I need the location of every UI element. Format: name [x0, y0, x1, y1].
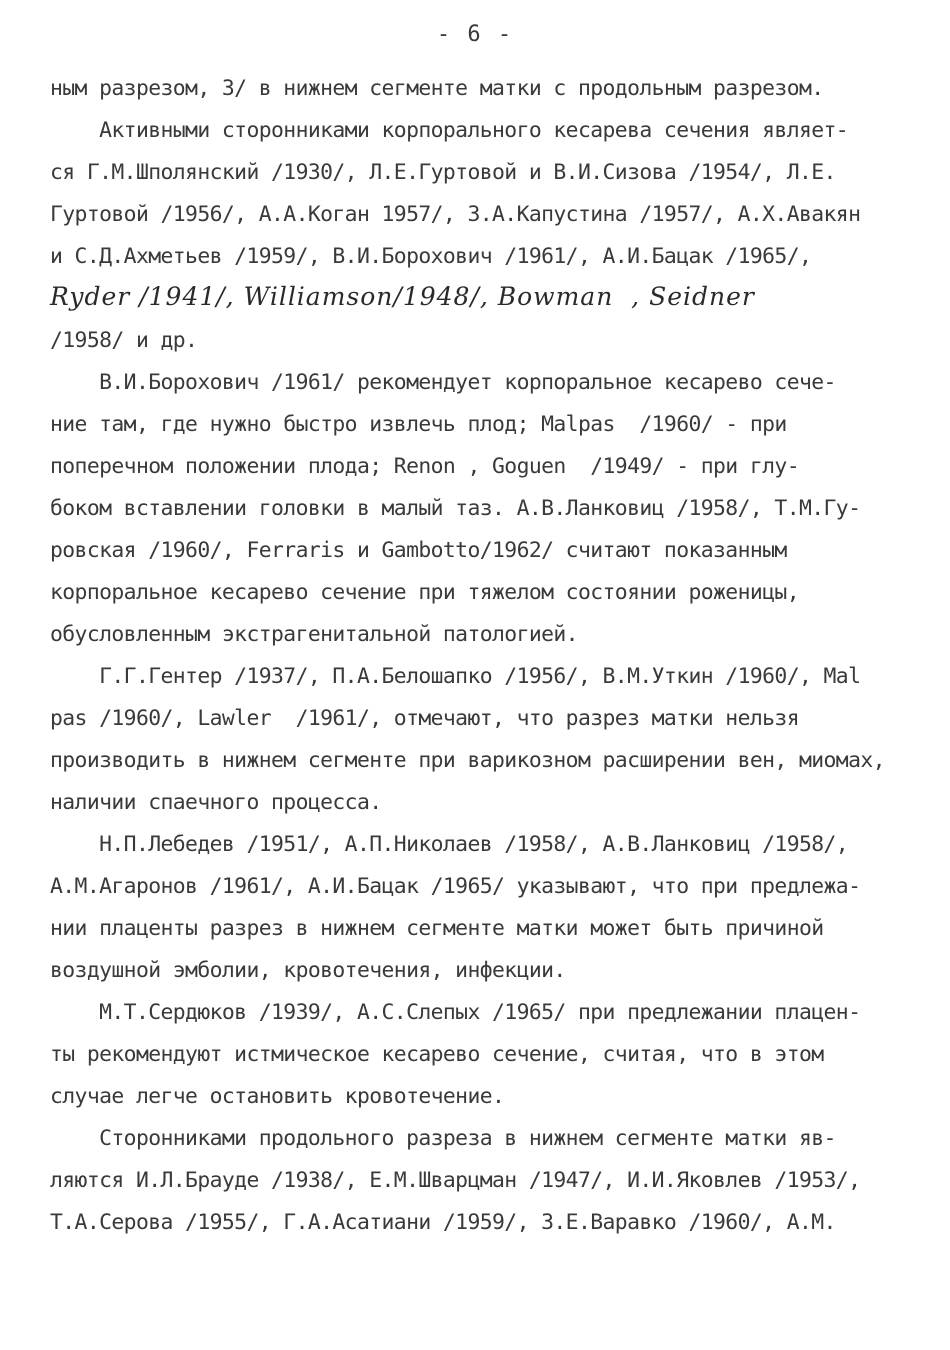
text-line-16: pas /1960/, Lawler /1961/, отмечают, что разрез матки нельзя: [50, 706, 799, 731]
text-line-10: поперечном положении плода; Renon , Goguen /1949/ - при глу-: [50, 454, 799, 479]
text-line-8: В.И.Борохович /1961/ рекомендует корпоральное кесарево сече-: [50, 370, 836, 395]
text-line-19: Н.П.Лебедев /1951/, А.П.Николаев /1958/, А.В.Ланковиц /1958/,: [50, 832, 849, 857]
text-line-17: производить в нижнем сегменте при варикозном расширении вен, миомах,: [50, 748, 885, 773]
text-line-9: ние там, где нужно быстро извлечь плод; Malpas /1960/ - при: [50, 412, 787, 437]
text-line-25: случае легче остановить кровотечение.: [50, 1084, 505, 1109]
text-line-3: ся Г.М.Шполянский /1930/, Л.Е.Гуртовой и В.И.Сизова /1954/, Л.Е.: [50, 160, 836, 185]
text-line-4: Гуртовой /1956/, А.А.Коган 1957/, З.А.Капустина /1957/, А.Х.Авакян: [50, 202, 861, 227]
page-number: - 6 -: [436, 22, 514, 47]
text-line-20: А.М.Агаронов /1961/, А.И.Бацак /1965/ указывают, что при предлежа-: [50, 874, 861, 899]
text-line-1: ным разрезом, 3/ в нижнем сегменте матки с продольным разрезом.: [50, 76, 824, 101]
text-line-14: обусловленным экстрагенитальной патологией.: [50, 622, 578, 647]
text-line-26: Сторонниками продольного разреза в нижнем сегменте матки яв-: [50, 1126, 836, 1151]
text-line-12: ровская /1960/, Ferraris и Gambotto/1962/ считают показанным: [50, 538, 787, 563]
text-line-11: боком вставлении головки в малый таз. А.В.Ланковиц /1958/, Т.М.Гу-: [50, 496, 861, 521]
handwritten-names-line: Ryder /1941/, Williamson/1948/, Bowman , Seidner: [50, 282, 755, 311]
text-line-18: наличии спаечного процесса.: [50, 790, 382, 815]
text-line-27: ляются И.Л.Брауде /1938/, Е.М.Шварцман /1947/, И.И.Яковлев /1953/,: [50, 1168, 861, 1193]
text-line-23: М.Т.Сердюков /1939/, А.С.Слепых /1965/ при предлежании плацен-: [50, 1000, 861, 1025]
text-line-5: и С.Д.Ахметьев /1959/, В.И.Борохович /1961/, А.И.Бацак /1965/,: [50, 244, 812, 269]
text-line-22: воздушной эмболии, кровотечения, инфекции.: [50, 958, 566, 983]
text-line-28: Т.А.Серова /1955/, Г.А.Асатиани /1959/, З.Е.Варавко /1960/, А.М.: [50, 1210, 836, 1235]
text-line-21: нии плаценты разрез в нижнем сегменте матки может быть причиной: [50, 916, 824, 941]
text-line-15: Г.Г.Гентер /1937/, П.А.Белошапко /1956/, В.М.Уткин /1960/, Mal: [50, 664, 861, 689]
text-line-24: ты рекомендуют истмическое кесарево сечение, считая, что в этом: [50, 1042, 824, 1067]
text-line-2: Активными сторонниками корпорального кесарева сечения являет-: [50, 118, 849, 143]
text-line-7: /1958/ и др.: [50, 328, 198, 353]
text-line-13: корпоральное кесарево сечение при тяжелом состоянии роженицы,: [50, 580, 799, 605]
